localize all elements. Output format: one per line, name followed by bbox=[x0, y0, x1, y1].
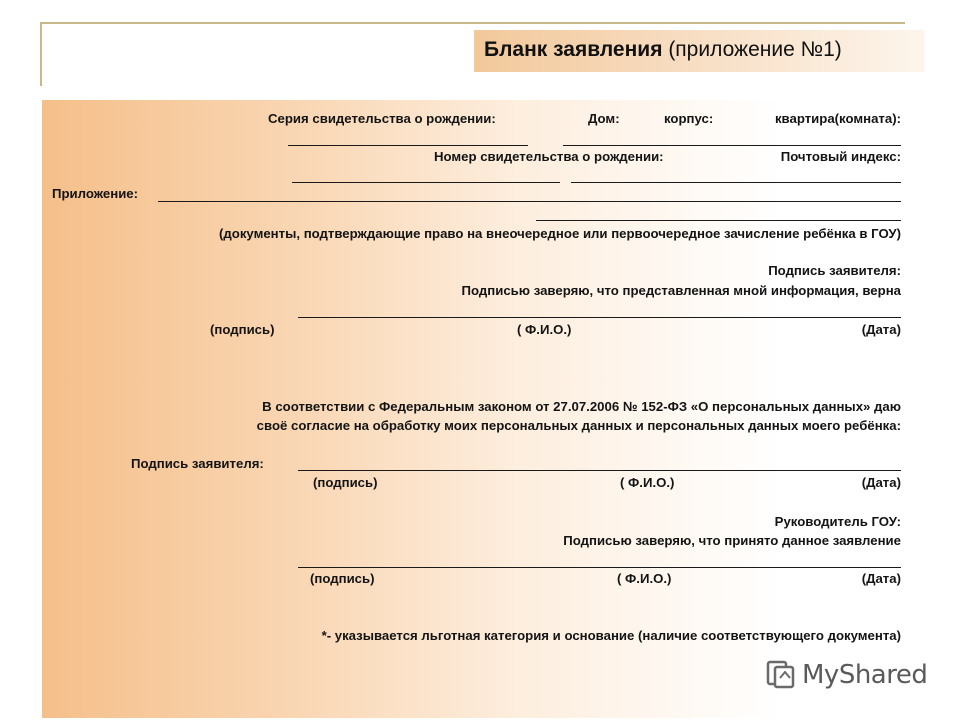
fio-caption: ( Ф.И.О.) bbox=[517, 322, 572, 337]
applicant-signature-label: Подпись заявителя: bbox=[768, 263, 901, 278]
birth-series-field[interactable] bbox=[288, 145, 528, 146]
director-signature-field[interactable] bbox=[298, 567, 901, 568]
frame-left-border bbox=[40, 22, 42, 86]
address-field[interactable] bbox=[563, 145, 901, 146]
fio-caption: ( Ф.И.О.) bbox=[617, 571, 672, 586]
applicant-signature-field[interactable] bbox=[298, 317, 901, 318]
footnote-text: *- указывается льготная категория и основание (наличие соответствующего документа) bbox=[321, 628, 901, 643]
apartment-label: квартира(комната): bbox=[774, 111, 901, 126]
date-caption: (Дата) bbox=[861, 475, 901, 490]
title-banner bbox=[474, 30, 924, 72]
signature-caption: (подпись) bbox=[310, 571, 375, 586]
myshared-logo bbox=[766, 656, 936, 692]
birth-series-label: Серия свидетельства о рождении: bbox=[268, 111, 496, 126]
logo-text: MyShared bbox=[802, 660, 928, 690]
attachment-field[interactable] bbox=[158, 201, 901, 202]
documents-note: (документы, подтверждающие право на внеочередное или первоочередное зачисление ребёнка в ГОУ) bbox=[219, 226, 901, 241]
title-sub: (приложение №1) bbox=[668, 38, 842, 61]
consent-text-line1: В соответствии с Федеральным законом от 27.07.2006 № 152-ФЗ «О персональных данных» даю bbox=[262, 399, 901, 414]
attachment-label: Приложение: bbox=[52, 186, 139, 201]
attachment-field-2[interactable] bbox=[536, 220, 901, 221]
building-label: корпус: bbox=[664, 111, 714, 126]
title-main: Бланк заявления bbox=[484, 38, 663, 61]
postal-code-label: Почтовый индекс: bbox=[780, 149, 901, 164]
date-caption: (Дата) bbox=[861, 571, 901, 586]
page-title bbox=[484, 38, 842, 62]
slides-icon bbox=[766, 658, 798, 690]
signature-caption: (подпись) bbox=[210, 322, 275, 337]
director-label: Руководитель ГОУ: bbox=[774, 514, 901, 529]
postal-code-field[interactable] bbox=[571, 182, 901, 183]
frame-top-border bbox=[40, 22, 905, 24]
signature-caption: (подпись) bbox=[313, 475, 378, 490]
certify-received-text: Подписью заверяю, что принято данное заявление bbox=[563, 533, 901, 548]
birth-number-field[interactable] bbox=[292, 182, 560, 183]
consent-signature-label: Подпись заявителя: bbox=[131, 456, 264, 471]
application-form bbox=[42, 100, 912, 718]
consent-signature-field[interactable] bbox=[298, 470, 901, 471]
date-caption: (Дата) bbox=[861, 322, 901, 337]
fio-caption: ( Ф.И.О.) bbox=[620, 475, 675, 490]
birth-number-label: Номер свидетельства о рождении: bbox=[434, 149, 664, 164]
certify-info-text: Подписью заверяю, что представленная мной информация, верна bbox=[461, 283, 901, 298]
consent-text-line2: своё согласие на обработку моих персональных данных и персональных данных моего ребёнка: bbox=[256, 418, 901, 433]
house-label: Дом: bbox=[588, 111, 620, 126]
